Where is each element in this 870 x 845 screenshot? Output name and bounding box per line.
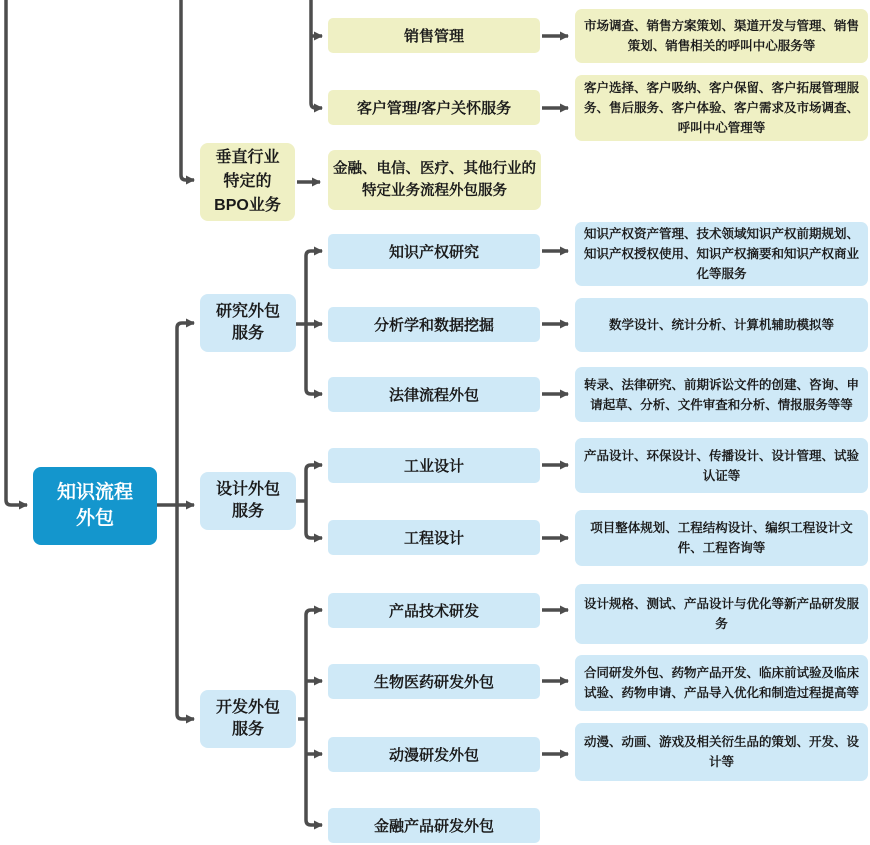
label-line: 服务 xyxy=(231,503,264,520)
desc-product-tech-rd: 设计规格、测试、产品设计与优化等新产品研发服务 xyxy=(575,584,868,644)
desc-customer-care-services: 客户选择、客户吸纳、客户保留、客户拓展管理服务、售后服务、客户体验、客户需求及市场调查、呼叫中心管理等 xyxy=(575,75,868,141)
node-ip-research: 知识产权研究 xyxy=(328,234,540,269)
desc-ip-research: 知识产权资产管理、技术领域知识产权前期规划、知识产权授权使用、知识产权摘要和知识产权商业化等服务 xyxy=(575,222,868,286)
label-line: 外包 xyxy=(75,508,114,529)
desc-engineering-design: 项目整体规划、工程结构设计、编织工程设计文件、工程咨询等 xyxy=(575,510,868,566)
node-analytics-data-mining: 分析学和数据挖掘 xyxy=(328,307,540,342)
desc-sales-management: 市场调查、销售方案策划、渠道开发与管理、销售策划、销售相关的呼叫中心服务等 xyxy=(575,9,868,63)
node-development-outsourcing-services xyxy=(200,690,296,748)
label-line: 开发外包 xyxy=(215,699,280,716)
label-line: 知识流程 xyxy=(56,482,133,503)
node-vertical-industry-bpo xyxy=(200,143,295,221)
desc-analytics-data-mining: 数学设计、统计分析、计算机辅助模拟等 xyxy=(575,298,868,352)
desc-industrial-design: 产品设计、环保设计、传播设计、设计管理、试验认证等 xyxy=(575,438,868,493)
label-line: 研究外包 xyxy=(215,303,280,320)
node-animation-rd-outsourcing: 动漫研发外包 xyxy=(328,737,540,772)
node-design-outsourcing-services xyxy=(200,472,296,530)
label-line: 特定的 xyxy=(223,173,272,190)
label-line: 设计外包 xyxy=(215,481,280,498)
desc-animation-rd-outsourcing: 动漫、动画、游戏及相关衍生品的策划、开发、设计等 xyxy=(575,723,868,781)
label-line: 垂直行业 xyxy=(215,149,280,166)
node-engineering-design: 工程设计 xyxy=(328,520,540,555)
node-biopharma-rd-outsourcing: 生物医药研发外包 xyxy=(328,664,540,699)
node-financial-product-rd-outsourcing: 金融产品研发外包 xyxy=(328,808,540,843)
node-industrial-design: 工业设计 xyxy=(328,448,540,483)
node-legal-process-outsourcing: 法律流程外包 xyxy=(328,377,540,412)
label-line: BPO业务 xyxy=(214,197,281,214)
node-customer-care-services: 客户管理/客户关怀服务 xyxy=(328,90,540,125)
desc-vertical-industry-bpo: 金融、电信、医疗、其他行业的特定业务流程外包服务 xyxy=(328,150,541,210)
desc-legal-process-outsourcing: 转录、法律研究、前期诉讼文件的创建、咨询、申请起草、分析、文件审查和分析、情报服务等等 xyxy=(575,367,868,422)
node-research-outsourcing-services xyxy=(200,294,296,352)
label-line: 服务 xyxy=(231,721,264,738)
desc-biopharma-rd-outsourcing: 合同研发外包、药物产品开发、临床前试验及临床试验、药物申请、产品导入优化和制造过程提高等 xyxy=(575,655,868,711)
node-knowledge-process-outsourcing xyxy=(33,467,157,545)
node-sales-management: 销售管理 xyxy=(328,18,540,53)
label-line: 服务 xyxy=(231,325,264,342)
node-product-tech-rd: 产品技术研发 xyxy=(328,593,540,628)
